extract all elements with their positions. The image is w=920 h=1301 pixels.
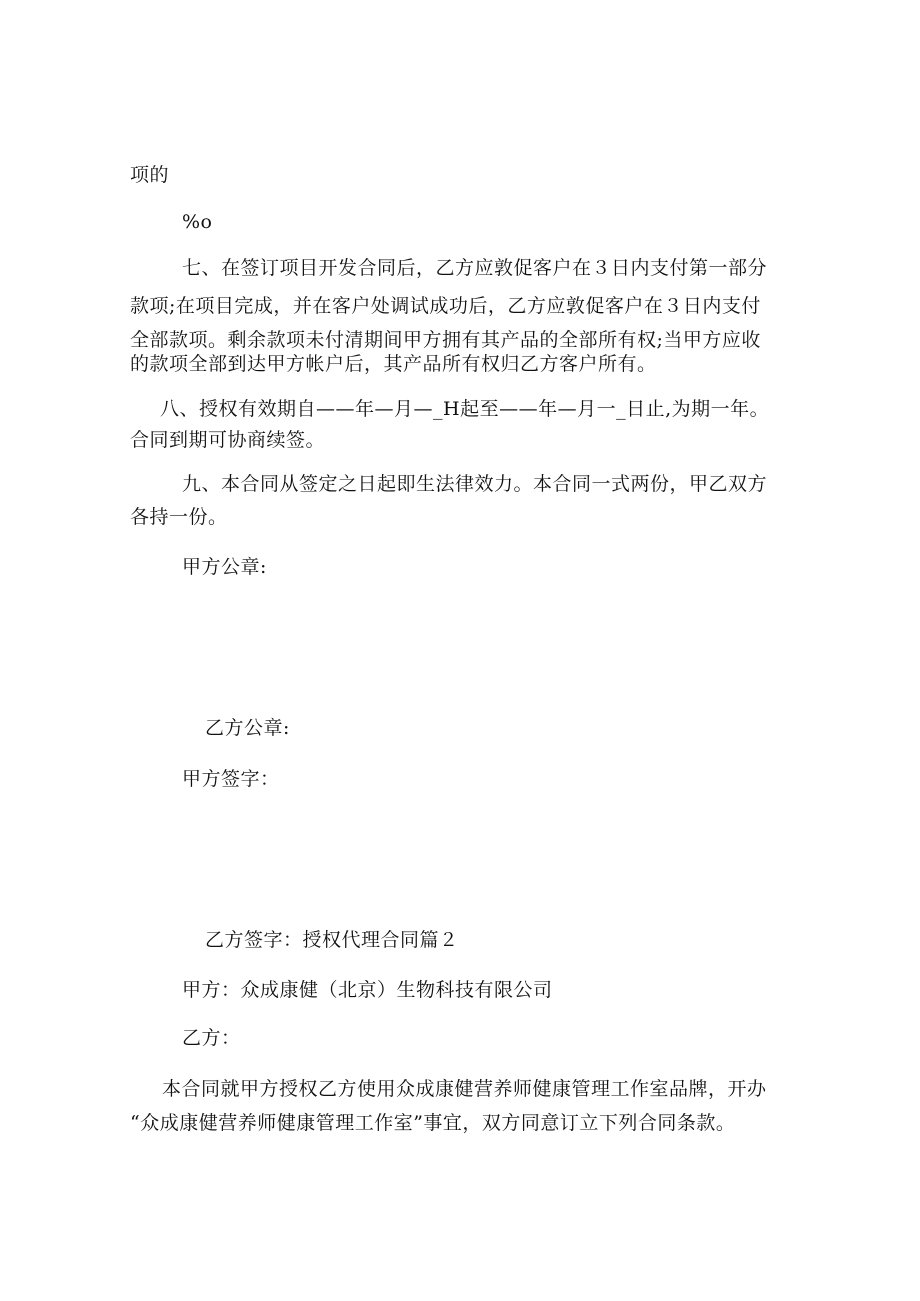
clause-9-line-1: 九、本合同从签定之日起即生法律效力。本合同一式两份，甲乙双方 <box>182 473 768 495</box>
clause-9-line-2: 各持一份。 <box>130 506 228 528</box>
preamble-line-1: 本合同就甲方授权乙方使用众成康健营养师健康管理工作室品牌，开办 <box>162 1078 767 1100</box>
party-b-signature-label: 乙方签字：授权代理合同篇２ <box>205 929 459 951</box>
party-b-name: 乙方： <box>182 1027 241 1049</box>
clause-7-line-1: 七、在签订项目开发合同后，乙方应敦促客户在３日内支付第一部分 <box>182 257 768 279</box>
party-a-seal-label: 甲方公章: <box>182 556 267 578</box>
clause-7-line-3: 全部款项。剩余款项未付清期间甲方拥有其产品的全部所有权;当甲方应收 <box>130 329 761 351</box>
clause-8-line-2: 合同到期可协商续签。 <box>130 429 326 451</box>
party-b-seal-label: 乙方公章: <box>205 717 290 739</box>
clause-7-line-4: 的款项全部到达甲方帐户后，其产品所有权归乙方客户所有。 <box>130 353 657 375</box>
text-line-2: %o <box>182 211 213 233</box>
clause-8-line-1: 八、授权有效期自——年—月—_H起至——年—月一_日止,为期一年。 <box>160 398 770 420</box>
party-a-name: 甲方：众成康健（北京）生物科技有限公司 <box>182 979 553 1001</box>
preamble-line-2: “众成康健营养师健康管理工作室”事宜，双方同意订立下列合同条款。 <box>130 1112 736 1134</box>
party-a-signature-label: 甲方签字： <box>182 768 280 790</box>
clause-7-line-2: 款项;在项目完成，并在客户处调试成功后，乙方应敦促客户在３日内支付 <box>130 295 761 317</box>
text-line-1: 项的 <box>130 164 170 186</box>
